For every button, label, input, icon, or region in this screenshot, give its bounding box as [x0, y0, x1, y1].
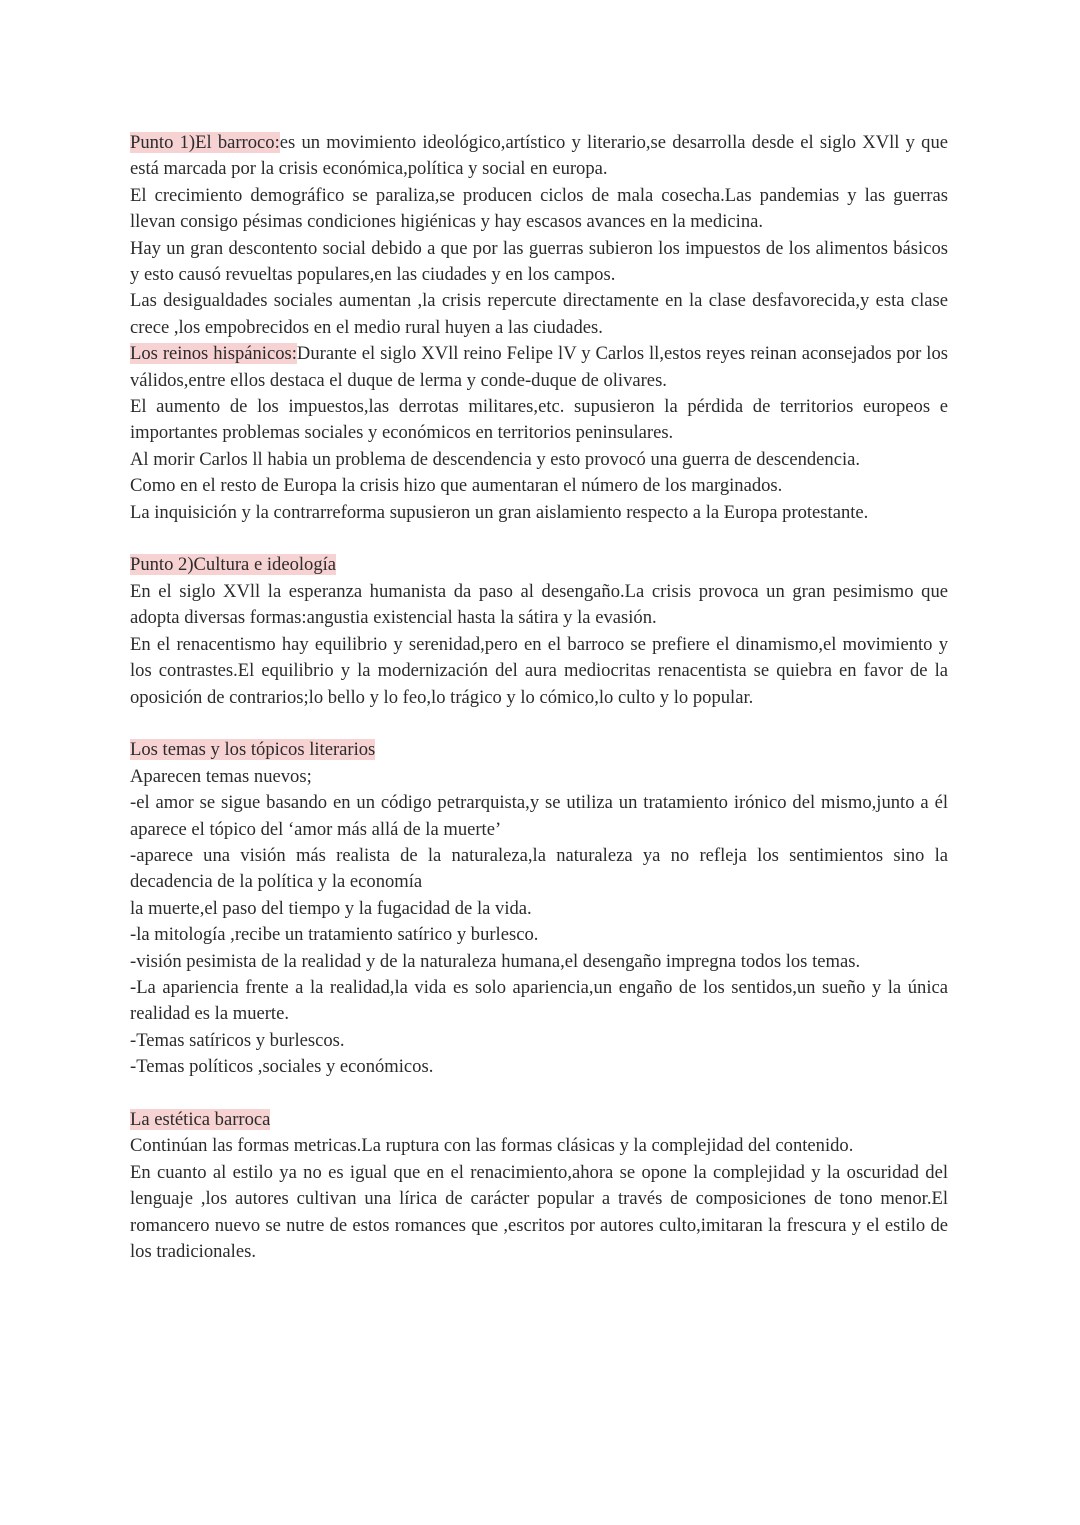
paragraph: El aumento de los impuestos,las derrotas militares,etc. supusieron la pérdida de territorios europeos e importantes problemas sociales y económicos en territorios peninsulares.	[130, 396, 948, 444]
paragraph: Continúan las formas metricas.La ruptura con las formas clásicas y la complejidad del contenido.	[130, 1135, 854, 1157]
list-item: -la mitología ,recibe un tratamiento satírico y burlesco.	[130, 924, 539, 946]
paragraph: La inquisición y la contrarreforma supusieron un gran aislamiento respecto a la Europa protestante.	[130, 501, 869, 523]
spacer	[130, 526, 948, 552]
paragraph: El crecimiento demográfico se paraliza,se producen ciclos de mala cosecha.Las pandemias y las guerras llevan consigo pésimas condiciones higiénicas y hay escasos avances en la medicina.	[130, 184, 948, 233]
paragraph: Como en el resto de Europa la crisis hizo que aumentaran el número de los marginados.	[130, 475, 783, 497]
list-item: -visión pesimista de la realidad y de la naturaleza humana,el desengaño impregna todos los temas.	[130, 950, 861, 972]
paragraph: En el siglo XVll la esperanza humanista da paso al desengaño.La crisis provoca un gran pesimismo que adopta diversas formas:angustia existencial hasta la sátira y la evasión.	[130, 580, 948, 629]
list-item: -Temas políticos ,sociales y económicos.	[130, 1056, 434, 1078]
spacer	[130, 1081, 948, 1107]
document-page	[130, 130, 948, 1265]
paragraph	[130, 341, 948, 394]
spacer	[130, 711, 948, 737]
list-item: -La apariencia frente a la realidad,la vida es solo apariencia,un engaño de los sentidos,un sueño y la única realidad es la muerte.	[130, 976, 948, 1025]
list-item: -aparece una visión más realista de la naturaleza,la naturaleza ya no refleja los sentimientos sino la decadencia de la política y la economía	[130, 844, 948, 893]
paragraph-text: Durante el siglo XVll reino Felipe lV y Carlos ll,estos reyes reinan aconsejados por los válidos,entre ellos destaca el duque de lerma y conde-duque de olivares.	[130, 343, 948, 391]
paragraph	[130, 1107, 948, 1133]
section-heading-barroco: Punto 1)El barroco:	[130, 132, 280, 153]
paragraph: Al morir Carlos ll habia un problema de descendencia y esto provocó una guerra de descendencia.	[130, 448, 861, 470]
paragraph: Hay un gran descontento social debido a que por las guerras subieron los impuestos de los alimentos básicos y esto causó revueltas populares,en las ciudades y en los campos.	[130, 237, 948, 286]
section-heading-temas: Los temas y los tópicos literarios	[130, 739, 376, 761]
paragraph	[130, 130, 948, 183]
list-item: la muerte,el paso del tiempo y la fugacidad de la vida.	[130, 897, 532, 919]
paragraph-text: es un movimiento ideológico,artístico y literario,se desarrolla desde el siglo XVll y que está marcada por la crisis económica,política y social en europa.	[130, 132, 949, 180]
section-heading-cultura: Punto 2)Cultura e ideología	[130, 554, 337, 576]
list-item: Aparecen temas nuevos;	[130, 765, 312, 787]
paragraph: Las desigualdades sociales aumentan ,la crisis repercute directamente en la clase desfavorecida,y esta clase crece ,los empobrecidos en el medio rural huyen a las ciudades.	[130, 290, 948, 338]
list-item: -Temas satíricos y burlescos.	[130, 1029, 345, 1051]
section-heading-reinos: Los reinos hispánicos:	[130, 343, 297, 365]
paragraph	[130, 737, 948, 763]
list-item: -el amor se sigue basando en un código petrarquista,y se utiliza un tratamiento irónico del mismo,junto a él aparece el tópico del ‘amor más allá de la muerte’	[130, 792, 948, 840]
paragraph: En el renacentismo hay equilibrio y serenidad,pero en el barroco se prefiere el dinamismo,el movimiento y los contrastes.El equilibrio y la modernización del aura mediocritas renacentista se quiebra en favor de la oposición de contrarios;lo bello y lo feo,lo trágico y lo cómico,lo culto y lo popular.	[130, 633, 948, 708]
section-heading-estetica: La estética barroca	[130, 1108, 271, 1130]
paragraph	[130, 552, 948, 578]
paragraph: En cuanto al estilo ya no es igual que en el renacimiento,ahora se opone la complejidad y la oscuridad del lenguaje ,los autores cultivan una lírica de carácter popular a través de composiciones de tono menor.El romancero nuevo se nutre de estos romances que ,escritos por autores culto,imitaran la frescura y el estilo de los tradicionales.	[130, 1161, 948, 1263]
